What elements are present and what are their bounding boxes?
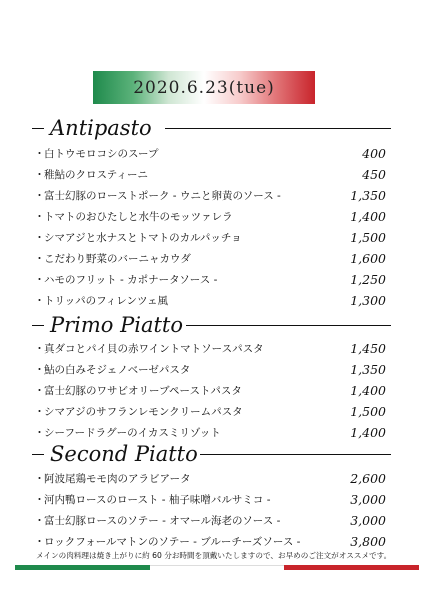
bullet: ・	[34, 514, 45, 527]
menu-item	[0, 166, 434, 184]
menu-item	[0, 491, 434, 509]
menu-item-name: ハモのフリット - カポナータソース -	[44, 274, 218, 286]
bullet: ・	[34, 210, 45, 223]
bullet: ・	[34, 384, 45, 397]
menu-item-name: ロックフォールマトンのソテー - ブルーチーズソース -	[44, 536, 301, 548]
menu-item-price: 1,400	[350, 425, 386, 440]
bullet: ・	[34, 294, 45, 307]
menu-item-price: 3,800	[350, 534, 386, 549]
menu-item-name: 真ダコとパイ貝の赤ワイントマトソースパスタ	[44, 343, 264, 355]
menu-item-price: 1,450	[350, 341, 386, 356]
menu-item-name: 河内鴨ロースのロースト - 柚子味噌バルサミコ -	[44, 494, 271, 506]
bullet: ・	[34, 168, 45, 181]
section-rule	[165, 128, 391, 129]
section-title: Antipasto	[50, 116, 152, 140]
bullet: ・	[34, 189, 45, 202]
menu-item-name: 富士幻豚のローストポーク - ウニと卵黄のソース -	[44, 190, 281, 202]
menu-item	[0, 382, 434, 400]
bullet: ・	[34, 273, 45, 286]
menu-item	[0, 145, 434, 163]
menu-item-name: トリッパのフィレンツェ風	[44, 295, 169, 307]
menu-item	[0, 470, 434, 488]
flag-stripe-green	[15, 565, 150, 570]
section-header-second-piatto	[0, 441, 434, 467]
menu-item-name: 白トウモロコシのスープ	[44, 148, 159, 160]
section-title: Primo Piatto	[50, 313, 184, 337]
bullet: ・	[34, 342, 45, 355]
bullet: ・	[34, 147, 45, 160]
section-dash	[32, 128, 44, 129]
menu-item-name: 稚鮎のクロスティーニ	[44, 169, 148, 181]
menu-item-price: 2,600	[350, 471, 386, 486]
bullet: ・	[34, 472, 45, 485]
menu-item-name: シマアジと水ナスとトマトのカルパッチョ	[44, 232, 242, 244]
section-rule	[186, 325, 391, 326]
section-dash	[32, 325, 44, 326]
menu-item	[0, 292, 434, 310]
menu-item-name: シーフードラグーのイカスミリゾット	[44, 427, 221, 439]
section-rule	[200, 454, 391, 455]
menu-item	[0, 361, 434, 379]
menu-item	[0, 229, 434, 247]
menu-item-price: 1,300	[350, 293, 386, 308]
menu-item-price: 1,500	[350, 404, 386, 419]
menu-item-price: 1,400	[350, 209, 386, 224]
bullet: ・	[34, 405, 45, 418]
section-title: Second Piatto	[50, 442, 198, 466]
menu-item	[0, 271, 434, 289]
section-header-antipasto	[0, 115, 434, 141]
menu-item-price: 3,000	[350, 492, 386, 507]
menu-item-price: 1,350	[350, 188, 386, 203]
menu-item-price: 1,600	[350, 251, 386, 266]
menu-item	[0, 533, 434, 551]
footer-note: メインの肉料理は焼き上がりに約 60 分お時間を頂戴いたしますので、お早めのご注文がオススメです。	[36, 551, 392, 560]
menu-item-price: 1,350	[350, 362, 386, 377]
menu-item	[0, 250, 434, 268]
bullet: ・	[34, 363, 45, 376]
menu-item	[0, 424, 434, 442]
menu-item	[0, 187, 434, 205]
menu-item-price: 3,000	[350, 513, 386, 528]
menu-item-price: 400	[362, 146, 386, 161]
bullet: ・	[34, 252, 45, 265]
menu-item	[0, 208, 434, 226]
menu-item-price: 450	[362, 167, 386, 182]
menu-item-price: 1,250	[350, 272, 386, 287]
menu-date: 2020.6.23(tue)	[133, 78, 275, 98]
flag-stripe-white	[150, 565, 284, 571]
menu-item-name: 阿波尾鶏モモ肉のアラビアータ	[44, 473, 191, 485]
date-banner	[93, 71, 315, 104]
bullet: ・	[34, 493, 45, 506]
section-header-primo-piatto	[0, 312, 434, 338]
menu-item	[0, 340, 434, 358]
bullet: ・	[34, 426, 45, 439]
menu-item-name: 鮎の白みそジェノベーゼパスタ	[44, 364, 191, 376]
menu-item-name: こだわり野菜のバーニャカウダ	[44, 253, 191, 265]
menu-item-name: 富士幻豚のワサビオリーブペーストパスタ	[44, 385, 242, 397]
flag-stripe	[15, 565, 419, 570]
section-dash	[32, 454, 44, 455]
menu-item	[0, 403, 434, 421]
menu-item-price: 1,400	[350, 383, 386, 398]
menu-item-name: シマアジのサフランレモンクリームパスタ	[44, 406, 243, 418]
flag-stripe-red	[284, 565, 419, 570]
bullet: ・	[34, 535, 45, 548]
menu-item	[0, 512, 434, 530]
menu-item-name: トマトのおひたしと水牛のモッツァレラ	[44, 211, 233, 223]
bullet: ・	[34, 231, 45, 244]
menu-item-name: 富士幻豚ロースのソテー - オマール海老のソース -	[44, 515, 281, 527]
menu-item-price: 1,500	[350, 230, 386, 245]
